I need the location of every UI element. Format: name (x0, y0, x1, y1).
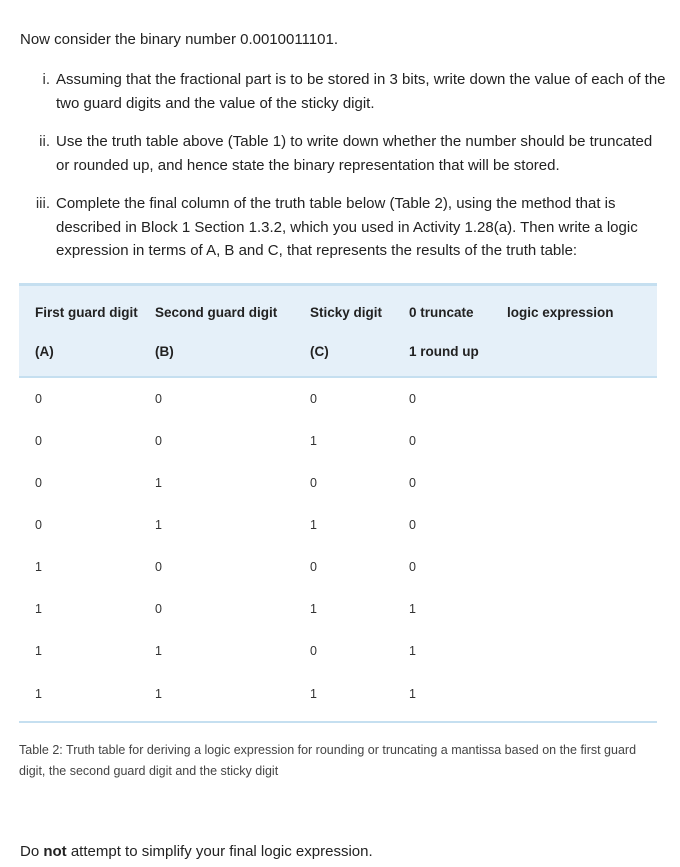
truth-table-container (19, 283, 657, 716)
table-bottom-rule (19, 721, 657, 723)
cell-result: 0 (409, 434, 416, 448)
table-header-subrow (19, 332, 657, 377)
cell-logic-expression (507, 672, 657, 716)
cell-logic-expression (507, 377, 657, 420)
cell-c: 1 (310, 687, 317, 701)
table-row (19, 588, 657, 630)
cell-result: 0 (409, 518, 416, 532)
table-caption: Table 2: Truth table for deriving a logic expression for rounding or truncating a mantissa based on the first guard digit, the second guard digit and the sticky digit (19, 743, 637, 778)
cell-logic-expression (507, 588, 657, 630)
question-number: ii. (39, 133, 50, 150)
table-row (19, 462, 657, 504)
cell-c: 0 (310, 392, 317, 406)
note-text (20, 842, 373, 862)
table-header-row (19, 285, 657, 333)
cell-c: 1 (310, 518, 317, 532)
cell-b: 0 (155, 392, 162, 406)
truth-table (19, 283, 657, 716)
cell-b: 1 (155, 476, 162, 490)
header-round-up: 1 round up (409, 332, 507, 377)
note-prefix: Do (20, 843, 44, 860)
question-item-iii (35, 192, 666, 263)
header-second-guard-digit: Second guard digit (155, 285, 310, 333)
question-text: Use the truth table above (Table 1) to write down whether the number should be truncated or rounded up, and hence state the binary representation that will be stored. (56, 133, 653, 174)
intro-text: Now consider the binary number 0.0010011101. (20, 31, 338, 48)
question-number: iii. (35, 195, 50, 212)
header-var-c: (C) (310, 332, 409, 377)
cell-a: 1 (35, 602, 42, 616)
question-item-i (42, 68, 666, 115)
cell-b: 1 (155, 644, 162, 658)
question-text: Complete the final column of the truth table below (Table 2), using the method that is described in Block 1 Section 1.3.2, which you used in Activity 1.28(a). Then write a logic expression in terms of A, B and C, that represents the results of the truth table: (56, 195, 638, 259)
cell-c: 0 (310, 476, 317, 490)
cell-a: 1 (35, 560, 42, 574)
cell-a: 0 (35, 434, 42, 448)
table-row (19, 672, 657, 716)
note-emphasis: not (43, 843, 67, 860)
cell-b: 0 (155, 434, 162, 448)
cell-a: 1 (35, 687, 42, 701)
cell-b: 0 (155, 602, 162, 616)
cell-result: 1 (409, 602, 416, 616)
cell-b: 1 (155, 518, 162, 532)
cell-logic-expression (507, 462, 657, 504)
header-first-guard-digit: First guard digit (19, 285, 155, 333)
table-row (19, 377, 657, 420)
cell-logic-expression (507, 420, 657, 462)
cell-b: 0 (155, 560, 162, 574)
table-row (19, 420, 657, 462)
cell-a: 0 (35, 518, 42, 532)
header-empty (507, 332, 657, 377)
table-row (19, 546, 657, 588)
cell-logic-expression (507, 630, 657, 672)
header-sticky-digit: Sticky digit (310, 285, 409, 333)
cell-c: 0 (310, 560, 317, 574)
cell-result: 0 (409, 392, 416, 406)
header-logic-expression: logic expression (507, 285, 657, 333)
question-text: Assuming that the fractional part is to be stored in 3 bits, write down the value of each of the two guard digits and the value of the sticky digit. (56, 71, 666, 112)
cell-c: 1 (310, 602, 317, 616)
cell-logic-expression (507, 504, 657, 546)
note-suffix: attempt to simplify your final logic expression. (66, 843, 373, 860)
cell-a: 0 (35, 476, 42, 490)
cell-c: 1 (310, 434, 317, 448)
table-row (19, 504, 657, 546)
header-var-b: (B) (155, 332, 310, 377)
question-item-ii (39, 130, 666, 177)
cell-result: 0 (409, 476, 416, 490)
cell-result: 0 (409, 560, 416, 574)
header-var-a: (A) (19, 332, 155, 377)
cell-result: 1 (409, 687, 416, 701)
cell-c: 0 (310, 644, 317, 658)
cell-logic-expression (507, 546, 657, 588)
header-truncate: 0 truncate (409, 285, 507, 333)
cell-a: 0 (35, 392, 42, 406)
cell-b: 1 (155, 687, 162, 701)
question-number: i. (42, 71, 50, 88)
cell-a: 1 (35, 644, 42, 658)
table-row (19, 630, 657, 672)
cell-result: 1 (409, 644, 416, 658)
